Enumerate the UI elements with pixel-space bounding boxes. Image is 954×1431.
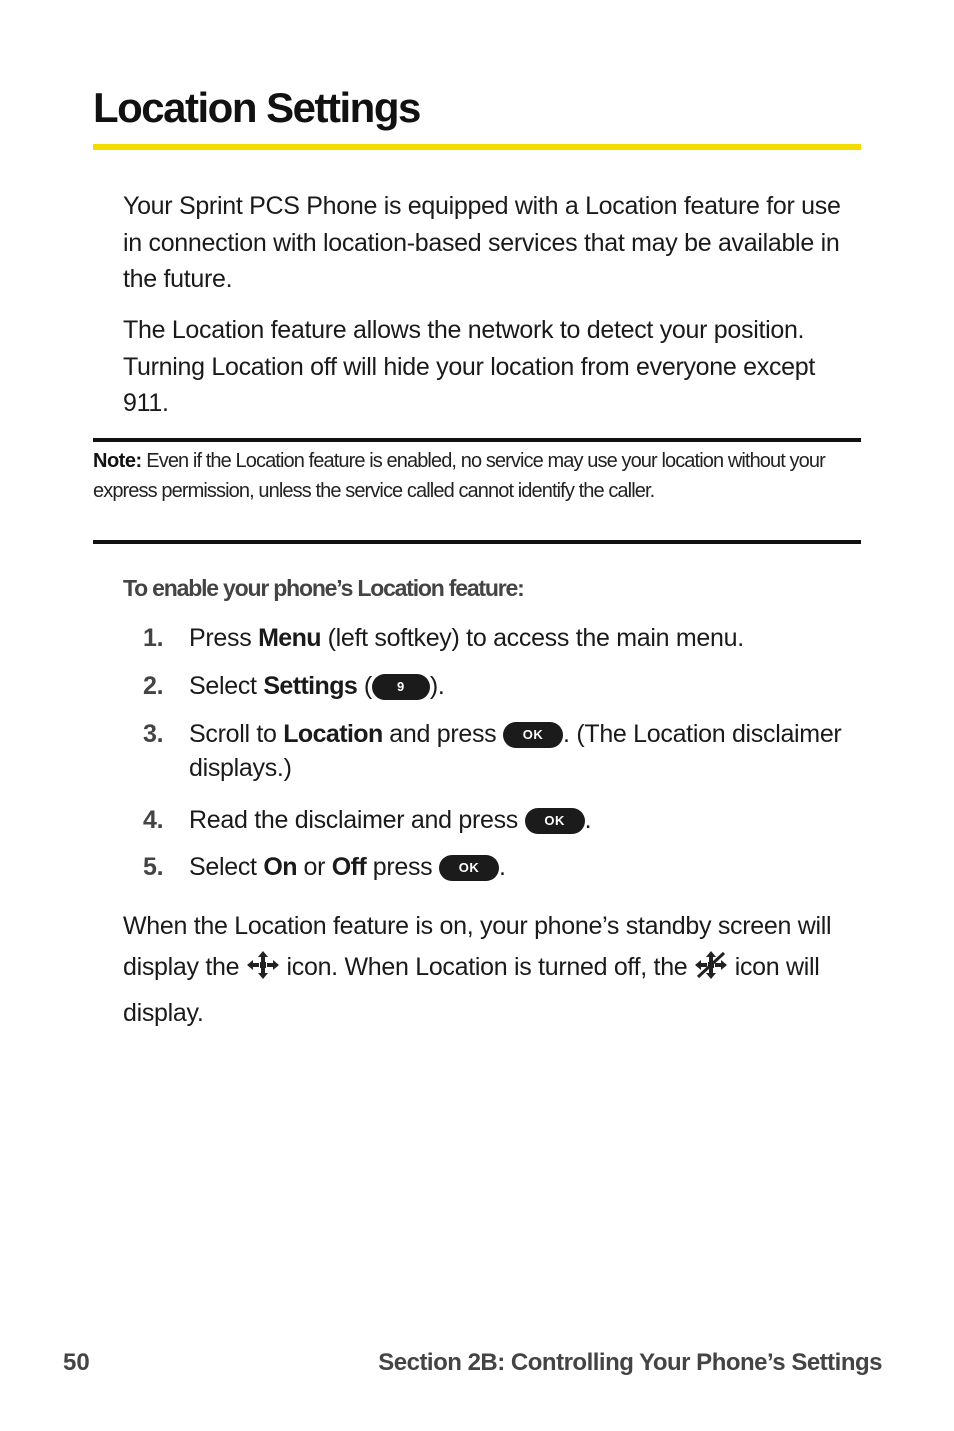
step-text-part: Press <box>189 624 259 652</box>
step-number: 4. <box>143 806 164 834</box>
note-body: Even if the Location feature is enabled, no service may use your location without your express permission, unless the service called cannot identify the caller. <box>93 450 825 502</box>
step-number: 2. <box>143 672 164 700</box>
step-text-part: ( <box>357 672 372 700</box>
step-number: 1. <box>143 624 164 652</box>
step-2 <box>143 669 863 703</box>
step-5 <box>143 850 863 884</box>
step-text-part: . (The Location disclaimer displays.) <box>189 720 842 782</box>
page-number: 50 <box>63 1349 90 1376</box>
closing-text-part: When the Location feature is on, your phone’s standby screen will display the <box>123 912 832 981</box>
step-text <box>189 803 863 837</box>
step-text-part: . <box>584 806 592 834</box>
note-label: Note: <box>93 450 142 472</box>
key-9-button: 9 <box>372 674 430 700</box>
ok-key-button: OK <box>503 722 563 748</box>
intro-paragraph-1: Your Sprint PCS Phone is equipped with a Location feature for use in connection with location-based services that may be available in the future. <box>123 192 841 293</box>
location-off-icon <box>694 950 728 993</box>
step-3 <box>143 717 863 785</box>
step-4 <box>143 803 863 837</box>
step-text-part: Select <box>189 853 264 881</box>
intro-paragraph-2: The Location feature allows the network to detect your position. Turning Location off will hide your location from everyone except 911. <box>123 316 815 417</box>
step-text-part: . <box>499 853 506 881</box>
step-text-part: and press <box>382 720 504 748</box>
step-1 <box>143 621 863 655</box>
step-text-part: (left softkey) to access the main menu. <box>320 624 744 652</box>
closing-text-part: icon. When Location is turned off, the <box>279 953 695 981</box>
on-label: On <box>263 853 297 881</box>
step-number: 3. <box>143 720 164 748</box>
closing-paragraph <box>123 906 853 1034</box>
note-box <box>93 438 861 544</box>
title-underline <box>93 144 861 150</box>
step-text-part: press <box>366 853 440 881</box>
step-text-part: Select <box>189 672 264 700</box>
step-text-part: Read the disclaimer and press <box>189 806 525 834</box>
step-text-part: ). <box>429 672 445 700</box>
note-text <box>93 446 861 506</box>
ok-key-button: OK <box>525 808 585 834</box>
closing-text-part: icon will display. <box>123 953 820 1027</box>
off-label: Off <box>331 853 367 881</box>
step-text <box>189 850 863 884</box>
settings-label: Settings <box>263 672 358 700</box>
page-title: Location Settings <box>93 84 420 131</box>
ok-key-button: OK <box>439 855 499 881</box>
step-text <box>189 669 863 703</box>
steps-list <box>143 621 863 884</box>
step-text <box>189 621 863 655</box>
procedure-heading: To enable your phone’s Location feature: <box>123 575 524 601</box>
step-text <box>189 717 863 785</box>
step-text-part: Scroll to <box>189 720 284 748</box>
section-footer: Section 2B: Controlling Your Phone’s Settings <box>378 1349 882 1376</box>
menu-label: Menu <box>258 624 321 652</box>
step-text-part: or <box>296 853 332 881</box>
location-label: Location <box>283 720 383 748</box>
step-number: 5. <box>143 853 164 881</box>
location-on-icon <box>246 950 280 993</box>
